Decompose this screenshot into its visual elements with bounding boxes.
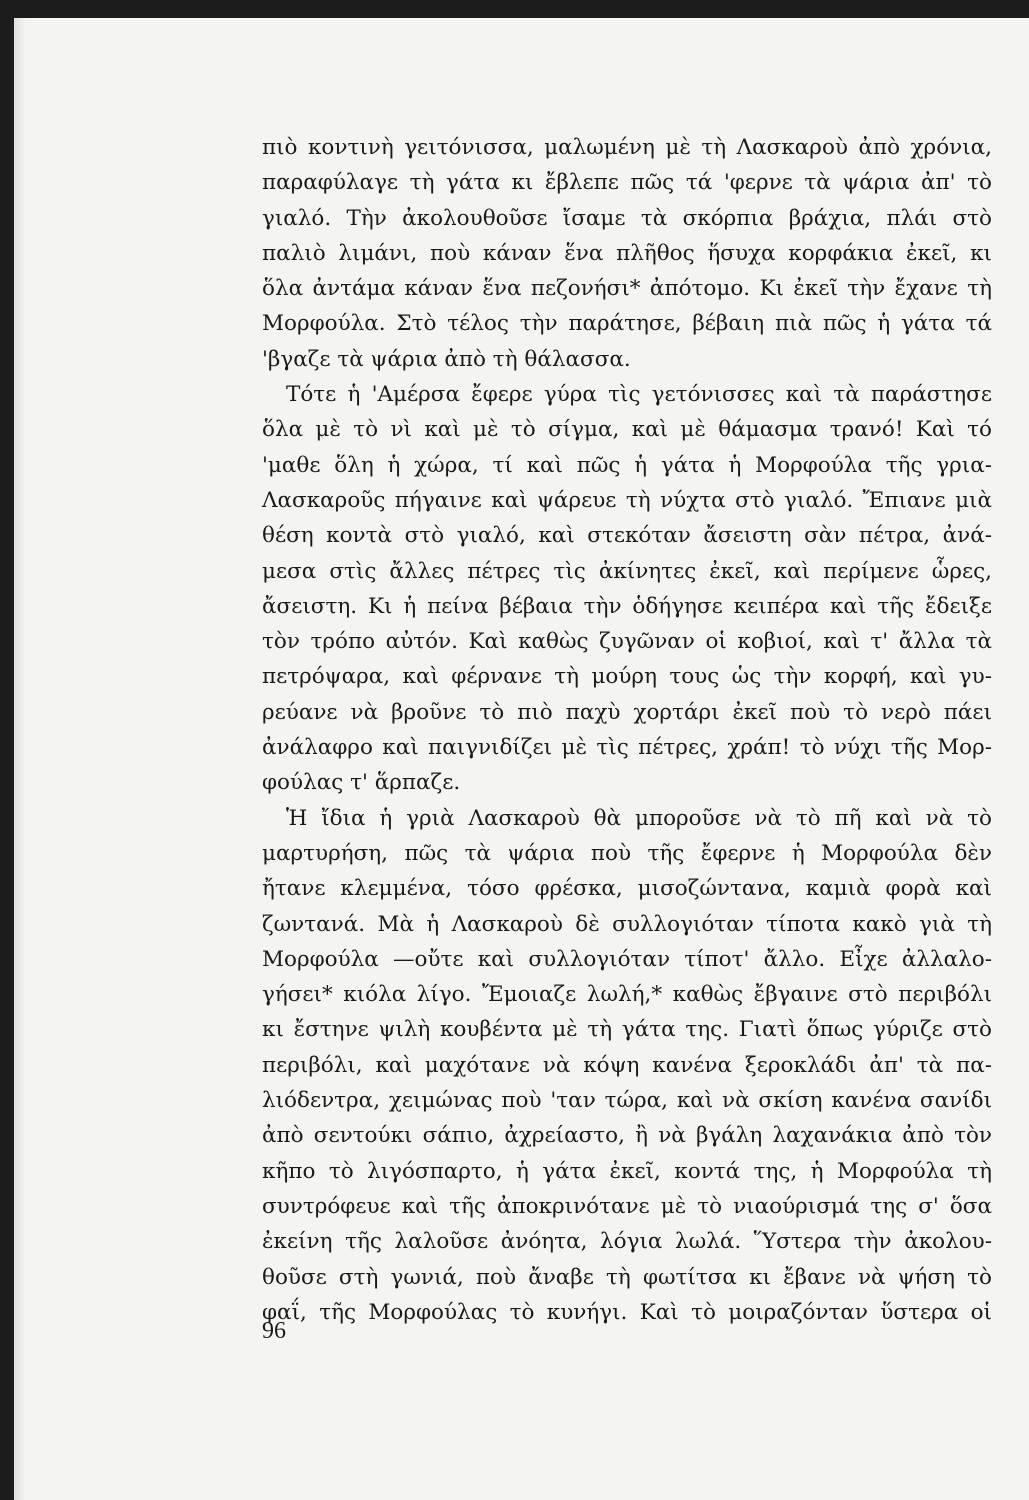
text-line: φούλας τ' ἅρπαζε. — [262, 770, 461, 796]
text-line: θοῦσε στὴ γωνιά, ποὺ ἄναβε τὴ φωτίτσα κι ἔβανε νὰ ψήση τὸ — [262, 1264, 992, 1290]
text-line: 'βγαζε τὰ ψάρια ἀπὸ τὴ θάλασσα. — [262, 346, 631, 372]
text-line: παλιὸ λιμάνι, ποὺ κάναν ἕνα πλῆθος ἥσυχα κορφάκια ἐκεῖ, κι — [262, 240, 992, 266]
text-line: Λασκαροῦς πήγαινε καὶ ψάρευε τὴ νύχτα στὸ γιαλό. Ἔπιανε μιὰ — [262, 487, 992, 513]
text-line: λιόδεντρα, χειμώνας ποὺ 'ταν τώρα, καὶ νὰ σκίση κανένα σανίδι — [262, 1088, 992, 1114]
text-line: φαΐ, τῆς Μορφούλας τὸ κυνήγι. Καὶ τὸ μοιραζόνταν ὕστερα οἱ — [262, 1299, 992, 1325]
text-line: μεσα στὶς ἄλλες πέτρες τὶς ἀκίνητες ἐκεῖ, καὶ περίμενε ὧρες, — [262, 558, 992, 584]
text-line: γήσει* κιόλα λίγο. Ἔμοιαζε λωλή,* καθὼς ἔβγαινε στὸ περιβόλι — [262, 982, 992, 1008]
text-line: Μορφούλα. Στὸ τέλος τὴν παράτησε, βέβαιη πιὰ πῶς ἡ γάτα τά — [262, 311, 992, 337]
page-edge-shadow — [14, 18, 26, 1500]
text-line: ἄσειστη. Κι ἡ πείνα βέβαια τὴν ὁδήγησε κειπέρα καὶ τῆς ἔδειξε — [262, 593, 992, 619]
text-line: ἤτανε κλεμμένα, τόσο φρέσκα, μισοζώντανα, καμιὰ φορὰ καὶ — [262, 876, 992, 902]
text-line: πιὸ κοντινὴ γειτόνισσα, μαλωμένη μὲ τὴ Λασκαροὺ ἀπὸ χρόνια, — [262, 135, 992, 160]
text-line: τὸν τρόπο αὐτόν. Καὶ καθὼς ζυγῶναν οἱ κοβιοί, καὶ τ' ἄλλα τὰ — [262, 629, 992, 655]
text-line: συντρόφευε καὶ τῆς ἀποκρινότανε μὲ τὸ νιαούρισμά της σ' ὅσα — [262, 1193, 992, 1219]
text-line: ζωντανά. Μὰ ἡ Λασκαροὺ δὲ συλλογιόταν τίποτα κακὸ γιὰ τὴ — [262, 911, 992, 937]
text-line: μαρτυρήση, πῶς τὰ ψάρια ποὺ τῆς ἔφερνε ἡ Μορφούλα δὲν — [262, 840, 992, 866]
text-line: ἐκείνη τῆς λαλοῦσε ἀνόητα, λόγια λωλά. Ὕστερα τὴν ἀκολου- — [262, 1229, 992, 1255]
text-line: περιβόλι, καὶ μαχότανε νὰ κόψη κανένα ξεροκλάδι ἀπ' τὰ πα- — [262, 1052, 992, 1078]
text-line: παραφύλαγε τὴ γάτα κι ἔβλεπε πῶς τά 'φερνε τὰ ψάρια ἀπ' τὸ — [262, 170, 992, 196]
text-line: πετρόψαρα, καὶ φέρνανε τὴ μούρη τους ὡς τὴν κορφή, καὶ γυ- — [262, 664, 992, 690]
text-line: ὅλα μὲ τὸ νὶ καὶ μὲ τὸ σίγμα, καὶ μὲ θάμασμα τρανό! Καὶ τό — [262, 417, 992, 443]
text-line: κῆπο τὸ λιγόσπαρτο, ἡ γάτα ἐκεῖ, κοντά της, ἡ Μορφούλα τὴ — [262, 1158, 992, 1184]
text-line: γιαλό. Τὴν ἀκολουθοῦσε ἴσαμε τὰ σκόρπια βράχια, πλάι στὸ — [262, 205, 992, 231]
text-line: θέση κοντὰ στὸ γιαλό, καὶ στεκόταν ἄσειστη σὰν πέτρα, ἀνά- — [262, 523, 992, 549]
text-line: 'μαθε ὅλη ἡ χώρα, τί καὶ πῶς ἡ γάτα ἡ Μορφούλα τῆς γρια- — [262, 452, 992, 478]
text-line: ἀνάλαφρο καὶ παιγνιδίζει μὲ τὶς πέτρες, χράπ! τὸ νύχι τῆς Μορ- — [262, 735, 992, 761]
text-line: ρεύανε νὰ βροῦνε τὸ πιὸ παχὺ χορτάρι ἐκεῖ ποὺ τὸ νερὸ πάει — [262, 699, 992, 725]
text-line: ὅλα ἀντάμα κάναν ἕνα πεζονήσι* ἀπότομο. Κι ἐκεῖ τὴν ἔχανε τὴ — [262, 276, 992, 302]
text-line: Τότε ἡ 'Αμέρσα ἔφερε γύρα τὶς γετόνισσες καὶ τὰ παράστησε — [286, 382, 992, 408]
text-line: κι ἔστηνε ψιλὴ κουβέντα μὲ τὴ γάτα της. Γιατὶ ὅπως γύριζε στὸ — [262, 1017, 992, 1043]
text-line: Ἡ ἴδια ἡ γριὰ Λασκαροὺ θὰ μποροῦσε νὰ τὸ πῆ καὶ νὰ τὸ — [286, 805, 992, 831]
page-number: 96 — [262, 1318, 286, 1344]
body-text — [262, 130, 992, 1330]
text-line: ἀπὸ σεντούκι σάπιο, ἀχρείαστο, ἢ νὰ βγάλη λαχανάκια ἀπὸ τὸν — [262, 1123, 992, 1149]
text-line: Μορφούλα —οὔτε καὶ συλλογιόταν τίποτ' ἄλλο. Εἶχε ἀλλαλο- — [262, 946, 992, 972]
